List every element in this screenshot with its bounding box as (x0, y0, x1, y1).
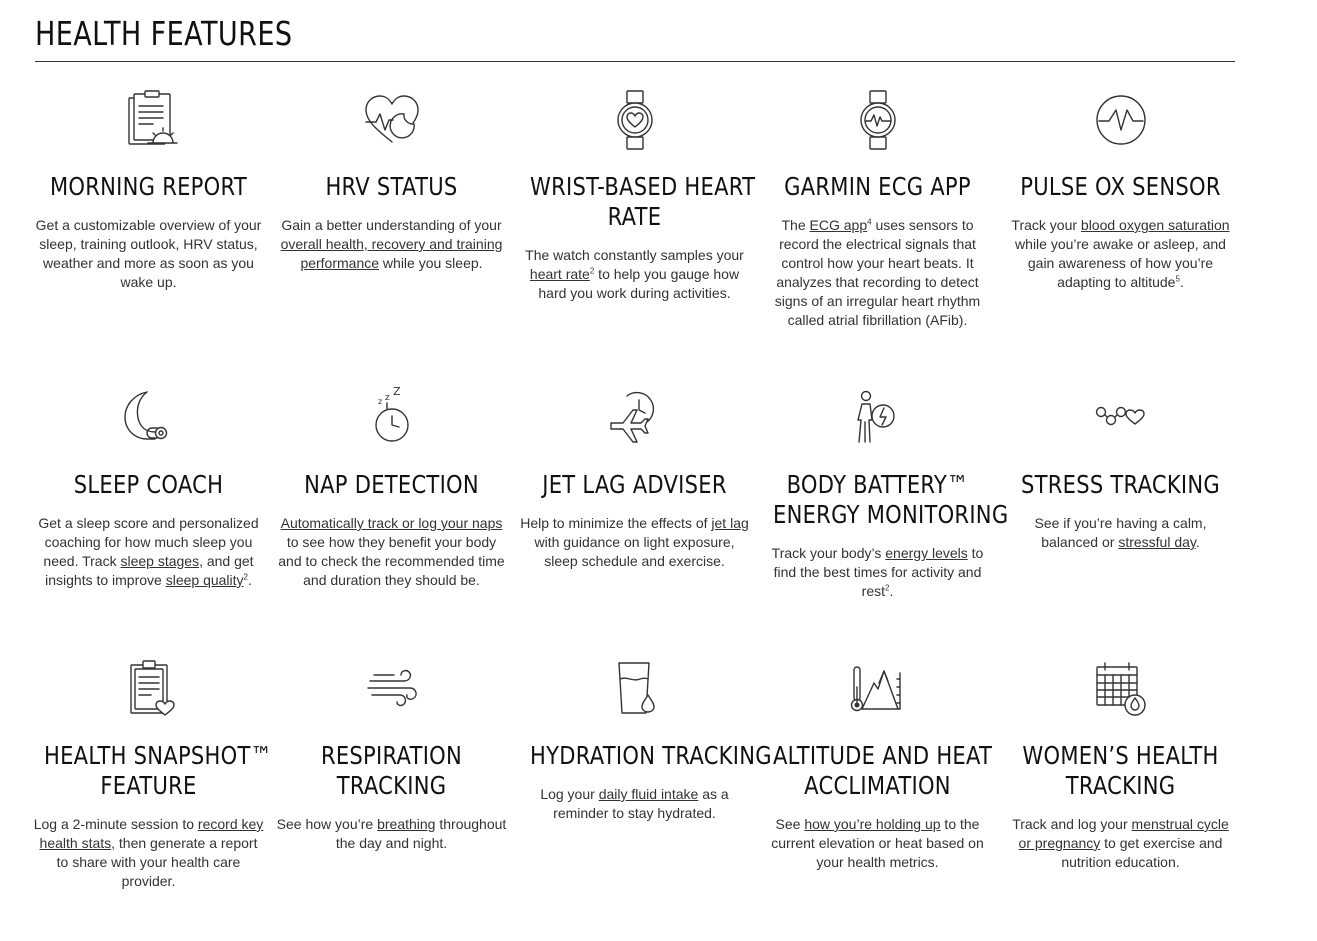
glass-drop-icon (603, 657, 667, 721)
feature-text: to the current elevation or heat based on your health metrics. (771, 816, 984, 870)
feature-title (530, 470, 739, 500)
features-row (27, 657, 1242, 927)
feature-title (44, 172, 253, 202)
feature-text: The (781, 217, 810, 233)
nap-clock-icon (360, 386, 424, 450)
pulse-ox-icon (1089, 88, 1153, 152)
footnote-marker: 5 (1175, 274, 1180, 284)
feature-text: with guidance on light exposure, sleep schedule and exercise. (534, 534, 735, 569)
feature-text: uses sensors to record the electrical signals that control how your heart beats. It analyzes that recording to detect signs of an irregular heart rhythm called atrial fibrillation (AFib). (774, 217, 981, 328)
feature-card (513, 657, 772, 823)
moon-coach-icon (117, 386, 181, 450)
feature-title (773, 741, 993, 801)
feature-description (762, 544, 994, 601)
feature-text: Log your (540, 786, 599, 802)
feature-link[interactable]: daily fluid intake (598, 786, 699, 802)
feature-title-line: PULSE OX SENSOR (1020, 172, 1221, 201)
title-divider (35, 61, 1235, 62)
feature-link[interactable]: ECG app (809, 217, 868, 233)
feature-title (773, 470, 1009, 530)
feature-title-line: SLEEP COACH (73, 470, 224, 499)
feature-text: while you sleep. (379, 255, 483, 271)
feature-card (270, 88, 513, 273)
feature-title-line: HYDRATION TRACKING (530, 741, 772, 770)
feature-description (762, 216, 994, 330)
feature-description (1005, 815, 1237, 872)
feature-text: , and get insights to improve (45, 553, 254, 588)
feature-link[interactable]: sleep quality (165, 572, 244, 588)
feature-description (519, 514, 751, 571)
person-battery-icon (846, 386, 910, 450)
feature-title (530, 172, 756, 232)
feature-title-line: HEALTH SNAPSHOT™ (44, 741, 272, 770)
feature-link[interactable]: Automatically track or log your naps (280, 515, 503, 531)
calendar-drop-icon (1089, 657, 1153, 721)
feature-description (1005, 216, 1237, 292)
wind-icon (360, 657, 424, 721)
feature-card (999, 88, 1242, 292)
feature-text: See (775, 816, 805, 832)
feature-text: Get a customizable overview of your sleep, training outlook, HRV status, weather and more as soon as you wake up. (35, 217, 262, 290)
feature-text: Track and log your (1012, 816, 1132, 832)
feature-title (287, 741, 496, 801)
feature-title (44, 470, 253, 500)
feature-text: . (1195, 534, 1200, 550)
watch-heart-icon (603, 88, 667, 152)
feature-title-line: ACCLIMATION (804, 771, 951, 800)
feature-link[interactable]: menstrual cycle or pregnancy (1018, 816, 1229, 851)
feature-card (756, 386, 1009, 601)
feature-card (513, 88, 756, 303)
feature-text: The watch constantly samples your (525, 247, 744, 263)
svg-text:z: z (377, 397, 382, 406)
feature-text: . (1179, 274, 1184, 290)
stress-circles-icon (1089, 386, 1153, 450)
feature-card (999, 386, 1242, 552)
feature-description (33, 514, 265, 590)
clipboard-heart-icon (117, 657, 181, 721)
watch-ecg-icon (846, 88, 910, 152)
feature-link[interactable]: jet lag (711, 515, 749, 531)
feature-link[interactable]: overall health, recovery and training performance (280, 236, 503, 271)
feature-title (1016, 172, 1225, 202)
heart-moon-icon (360, 88, 424, 152)
feature-card (27, 657, 270, 891)
feature-link[interactable]: heart rate (529, 266, 590, 282)
feature-title (1016, 470, 1225, 500)
plane-clock-icon (603, 386, 667, 450)
feature-description (519, 785, 751, 823)
feature-text: Help to minimize the effects of (520, 515, 712, 531)
clipboard-sun-icon (117, 88, 181, 152)
feature-description (1005, 514, 1237, 552)
feature-description (276, 216, 508, 273)
feature-description (33, 815, 265, 891)
feature-title-line: ALTITUDE AND HEAT (773, 741, 993, 770)
feature-title-line: GARMIN ECG APP (784, 172, 971, 201)
thermometer-mountain-icon (846, 657, 910, 721)
feature-description (276, 815, 508, 853)
feature-link[interactable]: record key health stats (39, 816, 264, 851)
feature-text: to see how they benefit your body and to check the recommended time and duration they should be. (278, 534, 505, 588)
feature-title-line: NAP DETECTION (304, 470, 479, 499)
feature-text: Gain a better understanding of your (281, 217, 502, 233)
feature-card (756, 657, 999, 872)
feature-card (27, 88, 270, 292)
feature-title-line: JET LAG ADVISER (542, 470, 727, 499)
footnote-marker: 2 (885, 583, 890, 593)
feature-text: See how you’re (276, 816, 378, 832)
page-title: HEALTH FEATURES (35, 14, 293, 53)
feature-text: Track your body’s (771, 545, 886, 561)
feature-title-line: TRACKING (336, 771, 447, 800)
feature-title-line: HRV STATUS (325, 172, 458, 201)
feature-title (287, 172, 496, 202)
feature-title-line: MORNING REPORT (49, 172, 247, 201)
feature-link[interactable]: how you’re holding up (804, 816, 941, 832)
features-row (27, 88, 1242, 358)
feature-card (999, 657, 1242, 872)
feature-text: to find the best times for activity and rest (773, 545, 984, 599)
feature-title-line: ENERGY MONITORING (773, 500, 1009, 529)
footnote-marker: 2 (589, 266, 595, 276)
feature-card (27, 386, 270, 590)
feature-description (33, 216, 265, 292)
feature-title-line: FEATURE (100, 771, 197, 800)
feature-text: . (248, 572, 252, 588)
feature-link[interactable]: sleep stages (120, 553, 200, 569)
feature-card (270, 386, 513, 590)
feature-description (762, 815, 994, 872)
svg-text:z: z (384, 393, 390, 403)
feature-title-line: TRACKING (1065, 771, 1176, 800)
features-row (27, 386, 1242, 656)
feature-title (530, 741, 772, 771)
footnote-marker: 4 (867, 217, 872, 227)
feature-text: , then generate a report to share with your health care provider. (56, 835, 258, 889)
feature-text: Get a sleep score and personalized coaching for how much sleep you need. Track (38, 515, 259, 569)
feature-link[interactable]: blood oxygen saturation (1080, 217, 1230, 233)
feature-title (1016, 741, 1225, 801)
feature-link[interactable]: energy levels (885, 545, 968, 561)
feature-title (44, 741, 272, 801)
feature-card (756, 88, 999, 330)
feature-description (519, 246, 751, 303)
feature-text: See if you’re having a calm, balanced or (1034, 515, 1207, 550)
feature-text: to get exercise and nutrition education. (1061, 835, 1223, 870)
feature-text: . (889, 583, 894, 599)
feature-title (287, 470, 496, 500)
feature-title-line: STRESS TRACKING (1020, 470, 1221, 499)
feature-link[interactable]: breathing (377, 816, 436, 832)
feature-title-line: WOMEN’S HEALTH (1022, 741, 1219, 770)
feature-text: Track your (1011, 217, 1081, 233)
feature-text: throughout the day and night. (335, 816, 507, 851)
feature-text: as a reminder to stay hydrated. (553, 786, 729, 821)
feature-card (270, 657, 513, 853)
feature-title-line: RATE (607, 202, 662, 231)
feature-title-line: RESPIRATION (320, 741, 463, 770)
feature-title-line: WRIST-BASED HEART (530, 172, 756, 201)
feature-title (773, 172, 982, 202)
feature-title-line: BODY BATTERY™ (786, 470, 969, 499)
feature-text: to help you gauge how hard you work during activities. (538, 266, 740, 301)
feature-text: while you’re awake or asleep, and gain awareness of how you’re adapting to altitude (1015, 236, 1226, 290)
feature-description (276, 514, 508, 590)
feature-link[interactable]: stressful day (1118, 534, 1196, 550)
feature-text: Log a 2-minute session to (33, 816, 198, 832)
feature-card (513, 386, 756, 571)
footnote-marker: 2 (243, 572, 248, 582)
svg-text:Z: Z (392, 386, 401, 398)
